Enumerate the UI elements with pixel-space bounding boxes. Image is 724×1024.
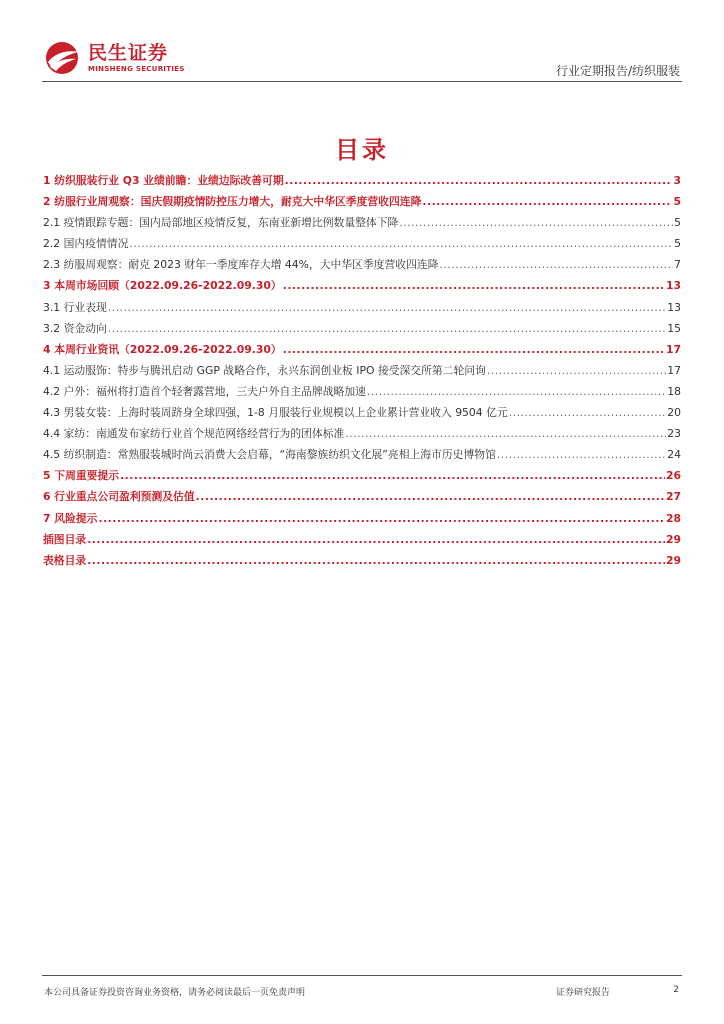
toc-entry-page: 20 [667,406,681,420]
report-type-label: 行业定期报告/纺织服装 [555,64,680,78]
toc-dot-leader [422,195,672,208]
toc-dot-leader [129,237,673,250]
toc-entry[interactable] [43,553,681,574]
toc-dot-leader [399,216,673,229]
toc-dot-leader [98,512,665,525]
toc-entry-page: 7 [674,258,681,272]
toc-entry-page: 5 [673,195,681,209]
toc-entry-title: 3 本周市场回顾（2022.09.26-2022.09.30） [43,279,282,293]
toc-entry-page: 5 [674,237,681,251]
toc-dot-leader [108,322,666,335]
toc-entry[interactable] [43,194,681,215]
toc-entry-page: 17 [667,363,681,377]
toc-entry-page: 18 [667,384,681,398]
toc-entry[interactable] [43,468,681,489]
toc-entry-page: 26 [665,469,681,483]
page-header [0,0,724,88]
minsheng-logo-icon [42,40,82,76]
toc-entry-page: 5 [674,216,681,230]
toc-dot-leader [87,554,665,567]
brand-name-en: MINSHENG SECURITIES [88,65,185,73]
toc-dot-leader [439,258,673,271]
footer-disclaimer: 本公司具备证券投资咨询业务资格，请务必阅读最后一页免责声明 [44,988,306,998]
page-title: 目录 [335,136,389,164]
toc-entry[interactable] [43,278,681,299]
toc-entry-page: 17 [665,342,681,356]
toc-entry-title: 插图目录 [43,532,87,546]
header-divider [42,81,682,82]
toc-entry-title: 5 下周重要提示 [43,469,120,483]
toc-entry-title: 4.5 纺织制造：常熟服装城时尚云消费大会启幕，“海南黎族纺织文化展”亮相上海市历史博物馆 [43,448,496,462]
toc-entry-title: 2.2 国内疫情情况 [43,237,129,251]
toc-dot-leader [509,406,667,419]
toc-entry-title: 4.4 家纺：南通发布家纺行业首个规范网络经营行为的团体标准 [43,427,345,441]
toc-entry-page: 24 [667,448,681,462]
toc-entry-title: 表格目录 [43,553,87,567]
toc-entry-title: 4 本周行业资讯（2022.09.26-2022.09.30） [43,342,282,356]
toc-entry-title: 3.1 行业表现 [43,300,107,314]
toc-dot-leader [345,427,666,440]
toc-entry[interactable] [43,236,681,257]
toc-entry[interactable] [43,489,681,510]
toc-entry-title: 4.1 运动服饰：特步与腾讯启动 GGP 战略合作，永兴东润创业板 IPO 接受深交所第二轮问询 [43,363,486,377]
toc-entry-title: 2 纺服行业周观察：国庆假期疫情防控压力增大，耐克大中华区季度营收四连降 [43,195,422,209]
toc-entry[interactable] [43,426,681,447]
footer-divider [42,975,682,976]
toc-dot-leader [120,469,665,482]
toc-dot-leader [283,279,665,292]
toc-entry-page: 13 [665,279,681,293]
toc-entry[interactable] [43,532,681,553]
toc-dot-leader [367,385,666,398]
toc-entry[interactable] [43,384,681,405]
toc-entry-title: 2.1 疫情跟踪专题：国内局部地区疫情反复，东南亚新增比例数量整体下降 [43,216,399,230]
toc-entry-title: 3.2 资金动向 [43,321,107,335]
brand-name-cn: 民生证券 [88,42,169,64]
toc-dot-leader [283,343,665,356]
toc-entry-page: 15 [667,321,681,335]
toc-entry-page: 13 [667,300,681,314]
toc-dot-leader [285,174,673,187]
footer-page-number: 2 [673,985,679,995]
toc-entry[interactable] [43,215,681,236]
toc-entry-title: 4.2 户外：福州将打造首个轻奢露营地，三夫户外自主品牌战略加速 [43,384,366,398]
toc-entry-title: 7 风险提示 [43,511,98,525]
toc-dot-leader [108,301,666,314]
toc-entry-title: 1 纺织服装行业 Q3 业绩前瞻：业绩边际改善可期 [43,174,284,187]
toc-entry[interactable] [43,257,681,278]
toc-dot-leader [196,490,665,503]
toc-entry-page: 29 [665,532,681,546]
toc-dot-leader [487,364,666,377]
toc-entry-page: 29 [665,553,681,567]
toc-entry-page: 23 [667,427,681,441]
toc-entry[interactable] [43,342,681,363]
toc-entry[interactable] [43,321,681,342]
toc-entry[interactable] [43,511,681,532]
toc-entry-title: 6 行业重点公司盈利预测及估值 [43,490,195,504]
toc-entry[interactable] [43,447,681,468]
toc-entry-page: 27 [665,490,681,504]
table-of-contents [43,173,681,574]
toc-dot-leader [497,448,666,461]
toc-entry-title: 4.3 男装女装：上海时装周跻身全球四强，1-8 月服装行业规模以上企业累计营业收入 9504 亿元 [43,406,508,420]
toc-dot-leader [87,533,665,546]
toc-entry[interactable] [43,300,681,321]
toc-entry-page: 28 [665,511,681,525]
toc-entry[interactable] [43,405,681,426]
toc-entry[interactable] [43,173,681,194]
footer-report-label: 证券研究报告 [556,988,611,998]
brand-block [88,42,185,74]
toc-entry-page: 3 [673,174,681,187]
toc-entry[interactable] [43,363,681,384]
toc-entry-title: 2.3 纺服周观察：耐克 2023 财年一季度库存大增 44%，大中华区季度营收四连降 [43,258,439,272]
